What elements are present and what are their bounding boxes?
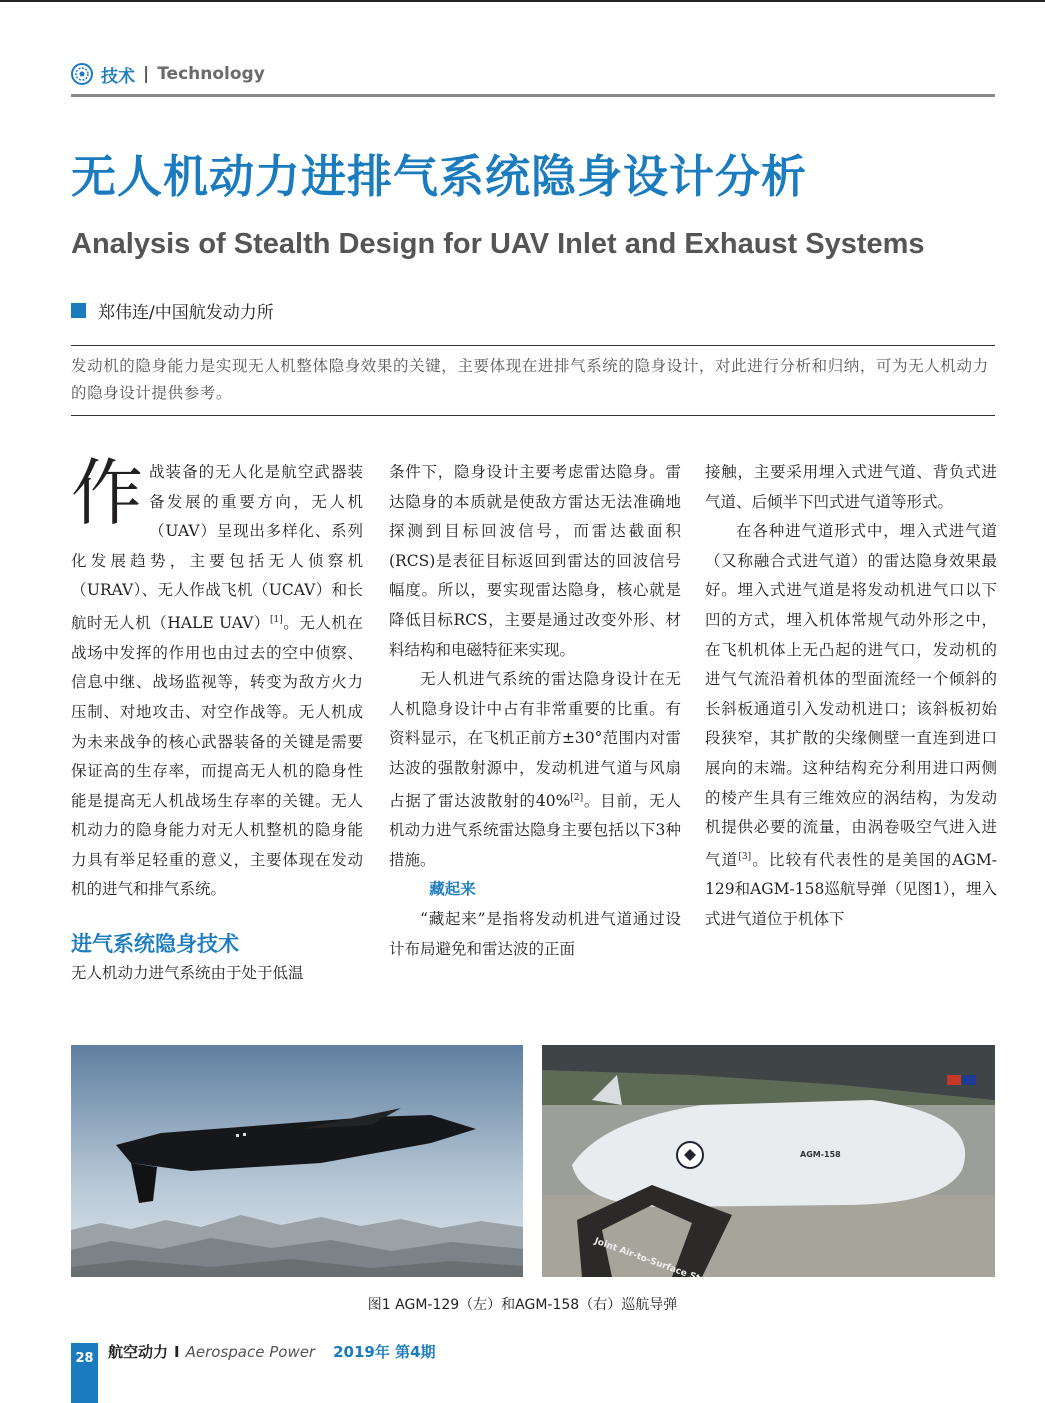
inlet-paragraph: 无人机动力进气系统由于处于低温 — [71, 964, 304, 983]
col3-paragraph-2-tail: 。比较有代表性的是美国的AGM-129和AGM-158巡航导弹（见图1），埋入式进气道位于机体下 — [705, 850, 997, 929]
page-footer — [71, 1343, 436, 1403]
reference-3: [3] — [738, 851, 752, 862]
abstract: 发动机的隐身能力是实现无人机整体隐身效果的关键，主要体现在进排气系统的隐身设计，对此进行分析和归纳，可为无人机动力的隐身设计提供参考。 — [71, 357, 989, 402]
abstract-top-rule — [71, 345, 995, 346]
intro-text-tail: 。无人机在战场中发挥的作用也由过去的空中侦察、信息中继、战场监视等，转变为敌方火力压制、对地攻击、对空作战等。无人机成为未来战争的核心武器装备的关键是需要保证高的生存率，而提高无人机的隐身性能是提高无人机战场生存率的关键。无人机动力的隐身能力对无人机整机的隐身能力具有举足轻重的意义，主要体现在发动机的进气和排气系统。 — [71, 614, 363, 899]
intro-paragraph — [71, 451, 363, 905]
section-header — [71, 60, 265, 88]
figure-caption: 图1 AGM-129（左）和AGM-158（右）巡航导弹 — [367, 1297, 678, 1313]
journal-logo-icon — [71, 63, 93, 85]
photo-agm-129 — [71, 1045, 523, 1277]
intro-text: 战装备的无人化是航空武器装备发展的重要方向，无人机（UAV）呈现出多样化、系列化发展趋势，主要包括无人侦察机（URAV）、无人作战飞机（UCAV）和长航时无人机（HALE UAV） — [71, 463, 363, 633]
col2-paragraph-1: 条件下，隐身设计主要考虑雷达隐身。雷达隐身的本质就是使敌方雷达无法准确地探测到目标回波信号，而雷达截面积(RCS)是表征目标返回到雷达的回波信号幅度。所以，要实现雷达隐身，核心就是降低目标RCS，主要是通过改变外形、材料结构和电磁特征来实现。 — [389, 463, 681, 659]
section-heading-inlet: 进气系统隐身技术 — [71, 932, 239, 957]
section-label-en: Technology — [157, 64, 265, 84]
article-title-cn: 无人机动力进排气系统隐身设计分析 — [71, 150, 808, 203]
body-column-2 — [389, 458, 681, 964]
abstract-bottom-rule — [71, 415, 995, 416]
agm-158-illustration — [542, 1045, 995, 1277]
journal-name-cn: 航空动力 — [108, 1342, 169, 1361]
journal-info — [108, 1341, 436, 1362]
photo-agm-158 — [542, 1045, 995, 1277]
page-number-bar — [71, 1343, 98, 1403]
reference-1: [1] — [269, 614, 283, 625]
author-line — [71, 298, 274, 323]
page-number: 28 — [75, 1351, 94, 1366]
section-label-cn: 技术 — [101, 66, 135, 87]
col3-paragraph-2 — [705, 517, 997, 934]
journal-separator: I — [174, 1342, 180, 1361]
body-column-1 — [71, 451, 363, 989]
journal-issue: 2019年 第4期 — [333, 1342, 436, 1361]
reference-2: [2] — [570, 792, 584, 803]
agm-129-illustration — [71, 1045, 523, 1277]
journal-name-en: Aerospace Power — [185, 1342, 316, 1361]
col2-paragraph-2 — [389, 665, 681, 875]
col2-paragraph-2-tail: 。目前，无人机动力进气系统雷达隐身主要包括以下3种措施。 — [389, 791, 681, 869]
col3-paragraph-2-text: 在各种进气道形式中，埋入式进气道（又称融合式进气道）的雷达隐身效果最好。埋入式进气道是将发动机进气口以下凹的方式，埋入机体常规气动外形之中，在飞机机体上无凸起的进气口，发动机的进气气流沿着机体的型面流经一个倾斜的长斜板通道引入发动机进口；该斜板初始段狭窄，其扩散的尖缘侧壁一直连到进口展向的末端。这种结构充分利用进口两侧的棱产生具有三维效应的涡结构，为发动机提供必要的流量，由涡卷吸空气进入进气道 — [705, 522, 997, 869]
author-marker-icon — [71, 303, 86, 318]
subheading-hide: 藏起来 — [429, 880, 476, 899]
author-name: 郑伟连/中国航发动力所 — [98, 303, 274, 323]
stand-label: Joint Air-to-Surface — [592, 1236, 689, 1277]
drop-cap: 作 — [71, 451, 144, 535]
top-border — [0, 0, 1045, 2]
col3-paragraph-1: 接触，主要采用埋入式进气道、背负式进气道、后倾半下凹式进气道等形式。 — [705, 463, 997, 511]
header-rule — [71, 94, 995, 97]
article-title-en: Analysis of Stealth Design for UAV Inlet and Exhaust Systems — [71, 228, 925, 260]
missile-label: AGM-158 — [800, 1150, 841, 1159]
col2-paragraph-2-text: 无人机进气系统的雷达隐身设计在无人机隐身设计中占有非常重要的比重。有资料显示，在飞机正前方±30°范围内对雷达波的强散射源中，发动机进气道与风扇占据了雷达波散射的40% — [389, 670, 681, 810]
section-separator: | — [143, 64, 150, 84]
body-column-3 — [705, 458, 997, 935]
col2-paragraph-3: “藏起来”是指将发动机进气道通过设计布局避免和雷达波的正面 — [389, 910, 681, 958]
